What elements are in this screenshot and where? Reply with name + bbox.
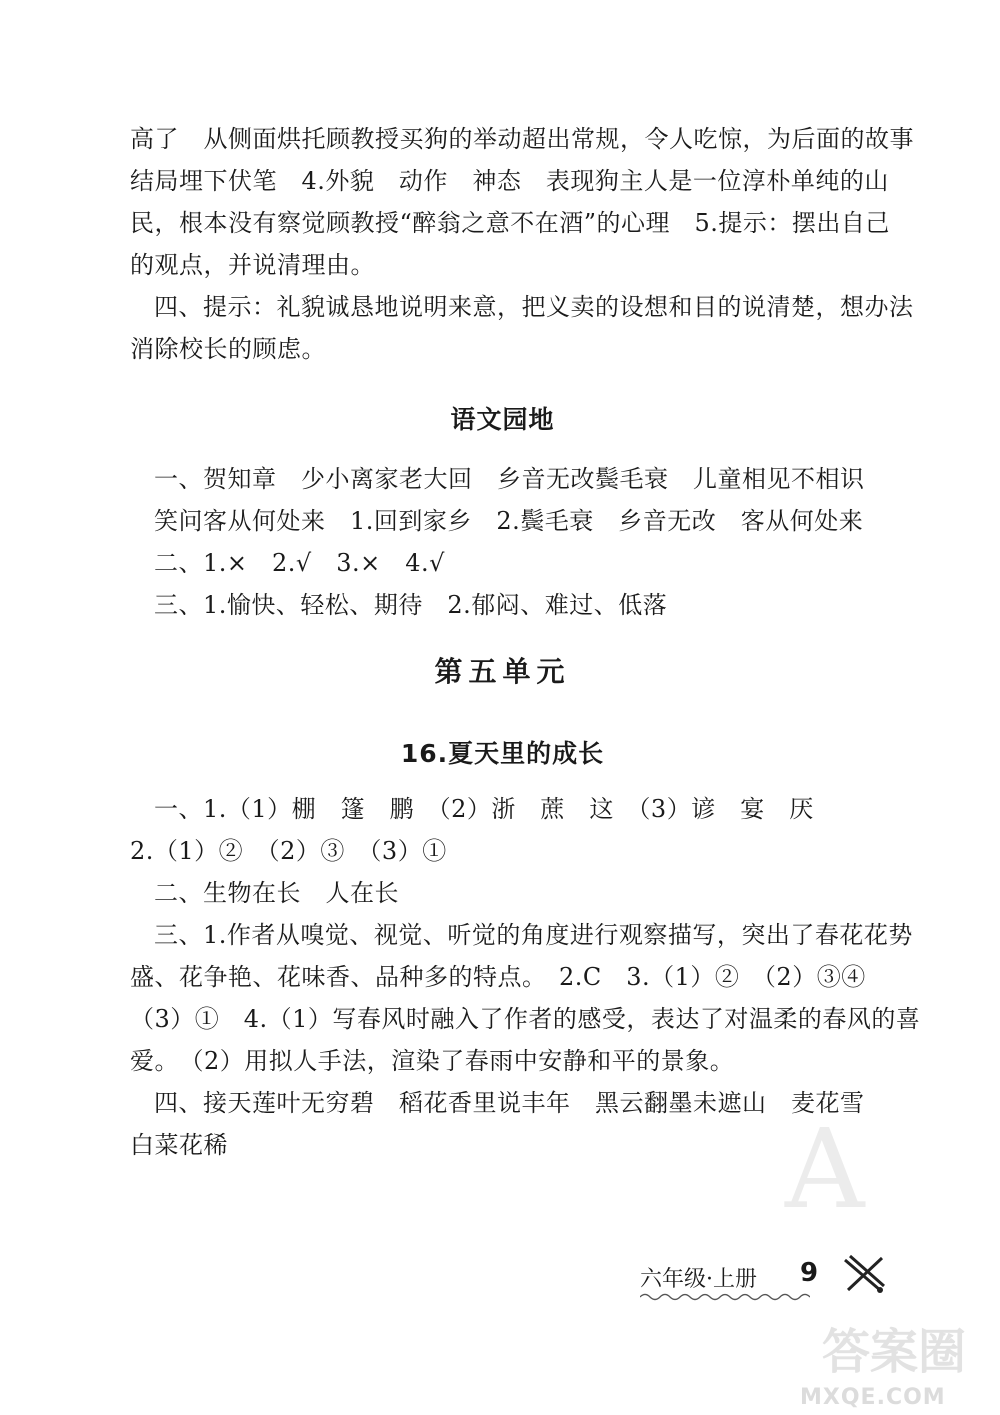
text-line: 一、贺知章 少小离家老大回 乡音无改鬓毛衰 儿童相见不相识 (154, 465, 865, 493)
lesson-answer-four (130, 1082, 875, 1166)
lesson-answer-two: 二、生物在长 人在长 (154, 879, 399, 907)
text-line: 白菜花稀 (130, 1131, 228, 1159)
text-line: 的观点，并说清理由。 (130, 251, 375, 279)
answer-block-four (130, 286, 914, 370)
section-title-yuwen-yuandi: 语文园地 (450, 405, 555, 434)
text-line: 结局埋下伏笔 4.外貌 动作 神态 表现狗主人是一位淳朴单纯的山 (130, 167, 889, 195)
crossed-pencils-icon (840, 1252, 890, 1297)
text-line: 盛、花争艳、花味香、品种多的特点。 2.C 3.（1）② （2）③④ (130, 963, 866, 991)
watermark-logo (822, 1322, 992, 1382)
text-line: 高了 从侧面烘托顾教授买狗的举动超出常规，令人吃惊，为后面的故事 (130, 125, 914, 153)
text-line: 一、1.（1）棚 篷 鹏 （2）浙 蔗 这 （3）谚 宴 厌 (154, 795, 814, 823)
text-line: 三、1.作者从嗅觉、视觉、听觉的角度进行观察描写，突出了春花花势 (154, 921, 913, 949)
text-line: 消除校长的顾虑。 (130, 335, 326, 363)
text-line: （3）① 4.（1）写春风时融入了作者的感受，表达了对温柔的春风的喜 (130, 1005, 921, 1033)
yuwen-answer-one (130, 458, 875, 542)
lesson-answer-three (130, 914, 921, 1082)
footer-grade-label: 六年级·上册 (640, 1267, 757, 1292)
text-line: 民，根本没有察觉顾教授“醉翁之意不在酒”的心理 5.提示：摆出自己 (130, 209, 890, 237)
lesson-title: 16.夏天里的成长 (400, 739, 605, 768)
text-line: 爱。 （2）用拟人手法，渲染了春雨中安静和平的景象。 (130, 1047, 735, 1075)
text-line: 2.（1）② （2）③ （3）① (130, 837, 447, 865)
yuwen-answer-three: 三、1.愉快、轻松、期待 2.郁闷、难过、低落 (154, 591, 668, 619)
page-number: 9 (800, 1258, 819, 1288)
wavy-underline (640, 1292, 810, 1302)
text-line: 笑问客从何处来 1.回到家乡 2.鬓毛衰 乡音无改 客从何处来 (154, 507, 864, 535)
yuwen-answer-two: 二、1.× 2.√ 3.× 4.√ (154, 549, 445, 577)
lesson-answer-one (130, 788, 875, 872)
watermark-text: 答案圈 (822, 1324, 967, 1380)
answer-block-continued (130, 118, 914, 286)
page-content (130, 118, 921, 1166)
text-line: 四、接天莲叶无穷碧 稻花香里说丰年 黑云翻墨未遮山 麦花雪 (154, 1089, 865, 1117)
unit-title: 第五单元 (434, 655, 571, 688)
decorative-letter: A (785, 1105, 865, 1233)
text-line: 四、提示：礼貌诚恳地说明来意，把义卖的设想和目的说清楚，想办法 (154, 293, 914, 321)
watermark-url: MXQE.COM (800, 1385, 946, 1410)
